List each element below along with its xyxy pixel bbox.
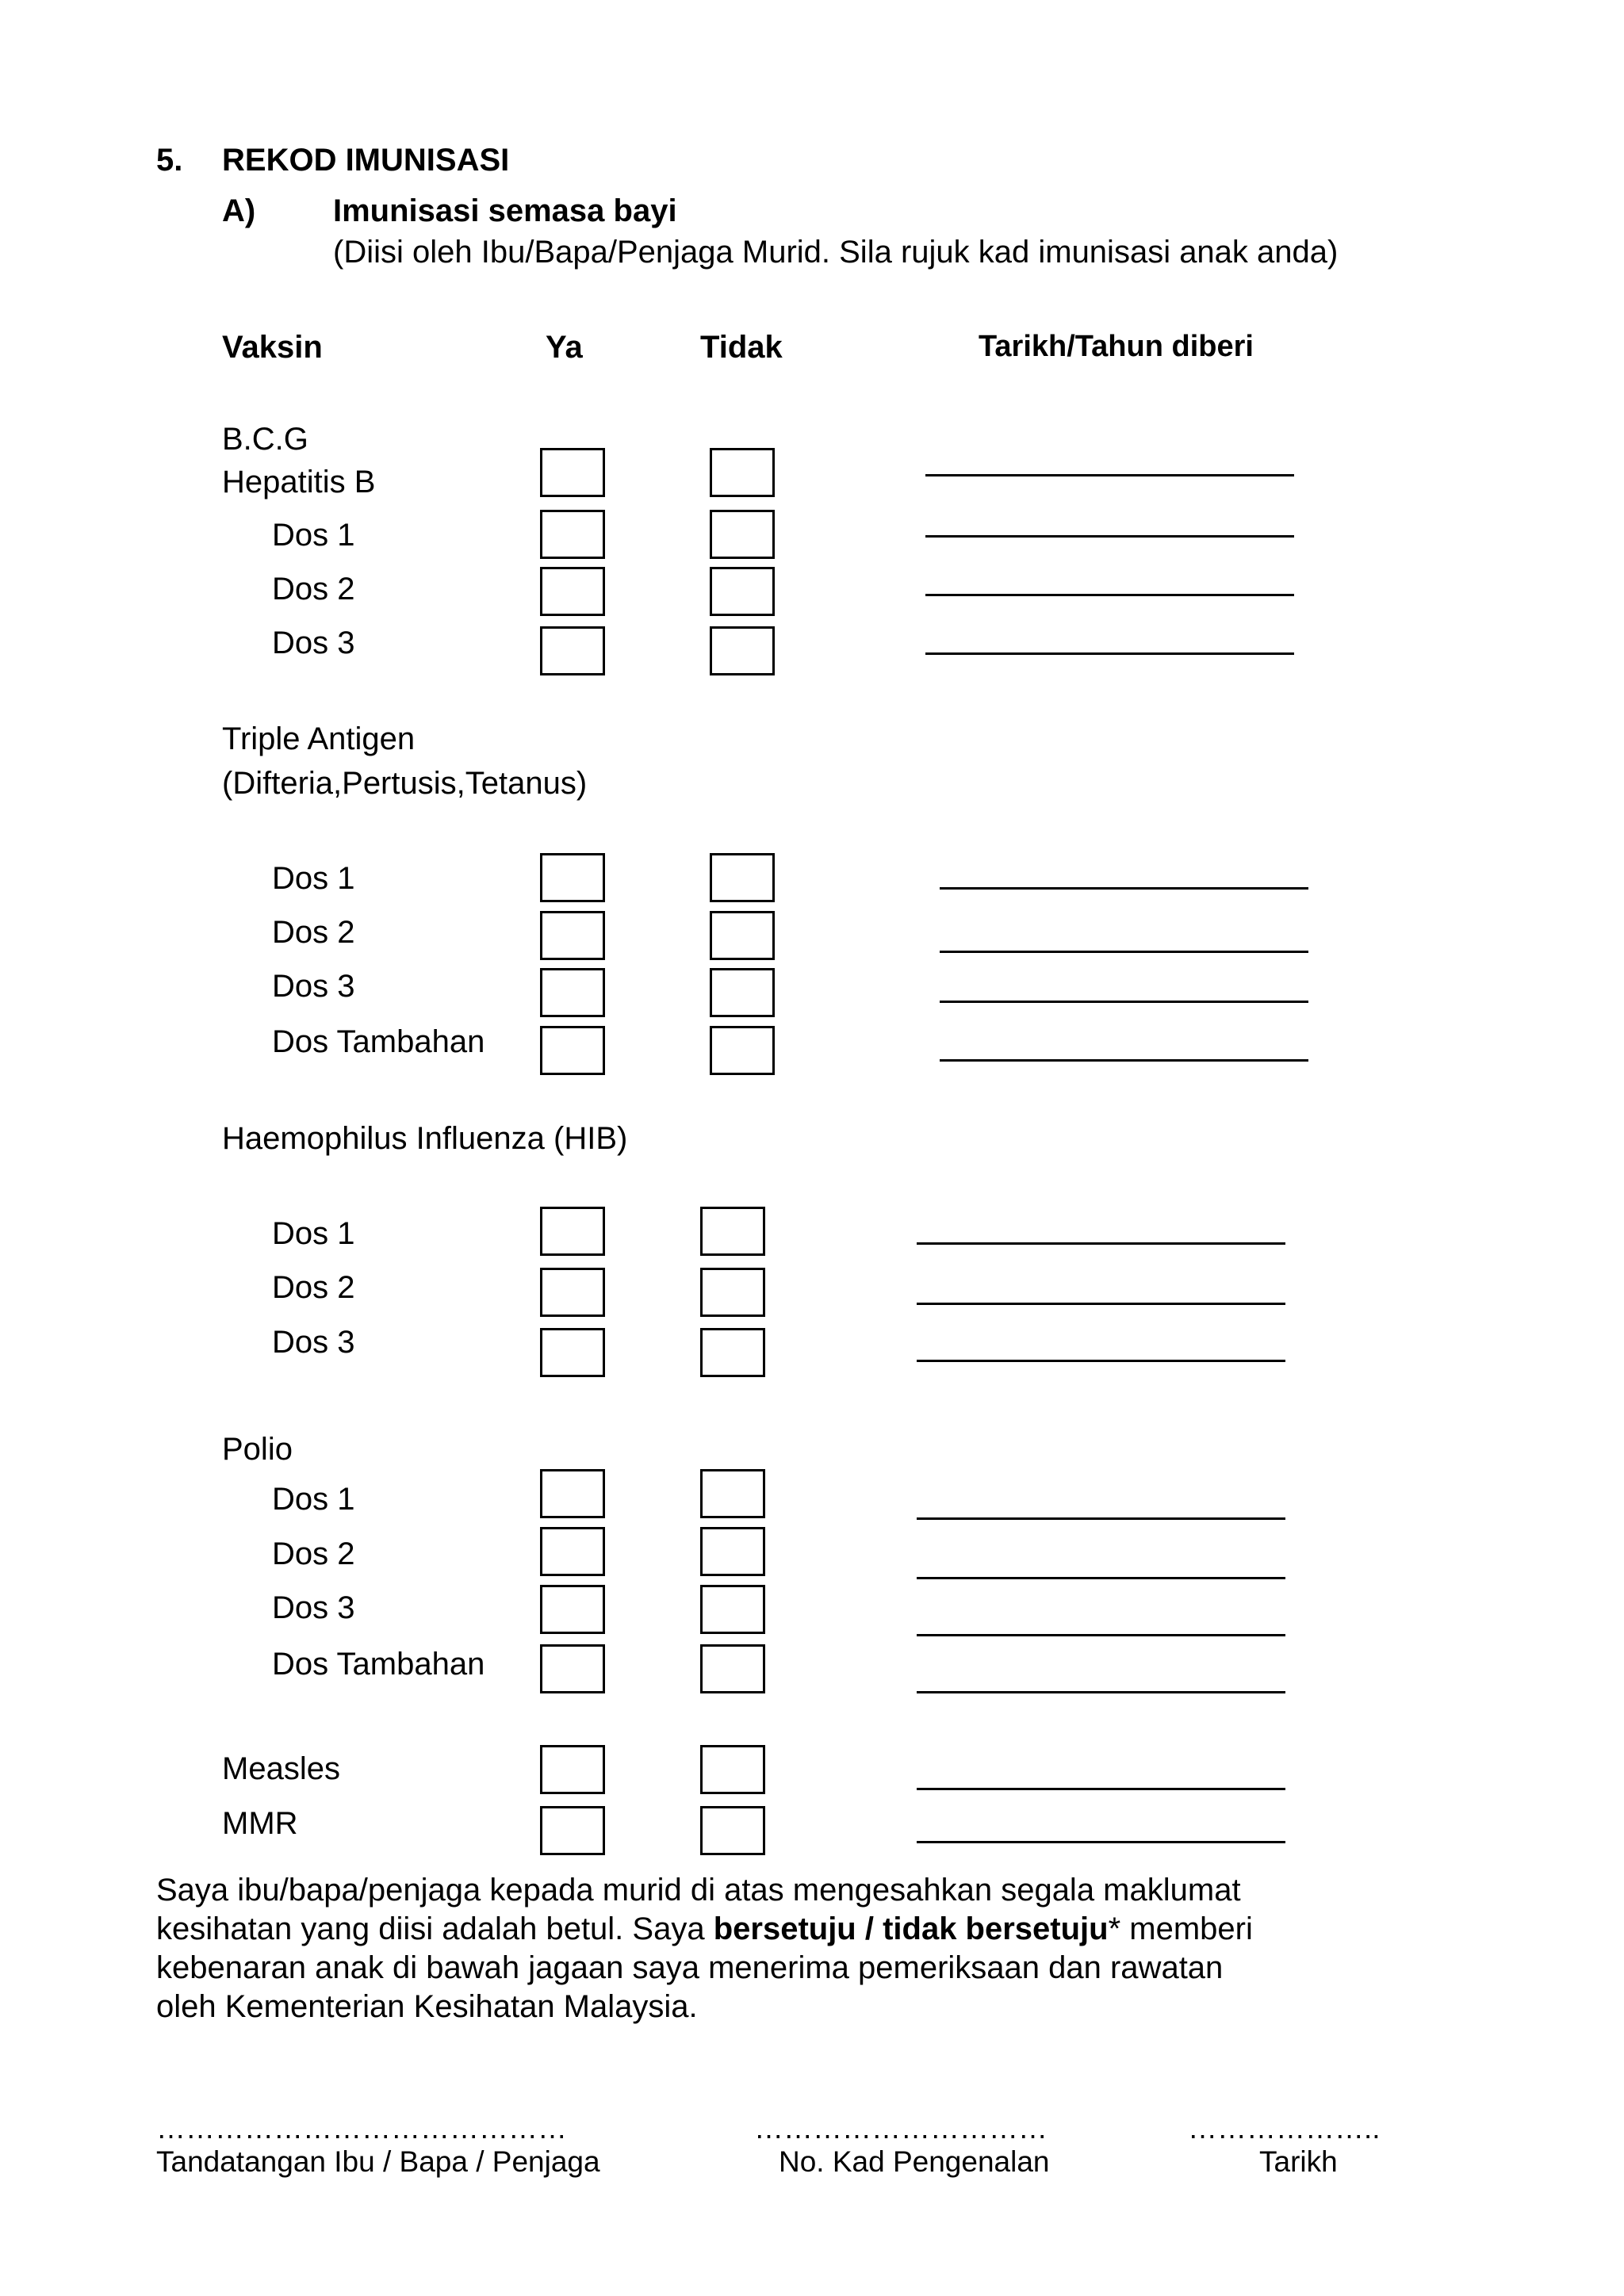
checkbox-tidak-hib-3[interactable] bbox=[700, 1328, 765, 1377]
checkbox-tidak-hepb-1[interactable] bbox=[710, 510, 775, 559]
checkbox-ya-polio-3[interactable] bbox=[540, 1585, 605, 1634]
header-tidak: Tidak bbox=[700, 330, 783, 365]
checkbox-ya-polio-2[interactable] bbox=[540, 1527, 605, 1576]
consent-paragraph bbox=[156, 1871, 1504, 2026]
checkbox-tidak-hepb-2[interactable] bbox=[710, 567, 775, 616]
checkbox-ya-mmr[interactable] bbox=[540, 1806, 605, 1855]
date-line-hib-1[interactable] bbox=[917, 1242, 1285, 1245]
triple-dose-1: Dos 1 bbox=[272, 861, 355, 896]
checkbox-tidak-measles[interactable] bbox=[700, 1745, 765, 1794]
consent-choice: bersetuju / tidak bersetuju bbox=[713, 1911, 1109, 1946]
checkbox-ya-polio-1[interactable] bbox=[540, 1469, 605, 1518]
date-line-hepb-3[interactable] bbox=[925, 652, 1294, 655]
subsection-title: Imunisasi semasa bayi bbox=[333, 193, 677, 228]
polio-dose-3: Dos 3 bbox=[272, 1590, 355, 1625]
vaccine-measles: Measles bbox=[222, 1751, 340, 1786]
date-line-polio-3[interactable] bbox=[917, 1634, 1285, 1636]
checkbox-tidak-polio-2[interactable] bbox=[700, 1527, 765, 1576]
polio-dose-1: Dos 1 bbox=[272, 1482, 355, 1517]
checkbox-tidak-polio-3[interactable] bbox=[700, 1585, 765, 1634]
section-number: 5. bbox=[156, 143, 183, 178]
vaccine-hepatitis-b: Hepatitis B bbox=[222, 465, 376, 499]
date-line-bcg[interactable] bbox=[925, 474, 1294, 476]
date-line-hepb-2[interactable] bbox=[925, 594, 1294, 596]
date-line-polio-2[interactable] bbox=[917, 1577, 1285, 1579]
checkbox-ya-hib-2[interactable] bbox=[540, 1268, 605, 1317]
instruction-text: (Diisi oleh Ibu/Bapa/Penjaga Murid. Sila rujuk kad imunisasi anak anda) bbox=[333, 235, 1339, 270]
date-line-triple-2[interactable] bbox=[940, 951, 1308, 953]
checkbox-tidak-triple-2[interactable] bbox=[710, 911, 775, 960]
subsection-letter: A) bbox=[222, 193, 256, 228]
date-dots[interactable]: ……………….. bbox=[1188, 2112, 1381, 2145]
hepb-dose-3: Dos 3 bbox=[272, 626, 355, 660]
checkbox-tidak-hib-1[interactable] bbox=[700, 1207, 765, 1256]
vaccine-triple-antigen-detail: (Difteria,Pertusis,Tetanus) bbox=[222, 766, 588, 801]
consent-line-4: oleh Kementerian Kesihatan Malaysia. bbox=[156, 1989, 698, 2024]
checkbox-ya-triple-3[interactable] bbox=[540, 968, 605, 1017]
polio-dose-2: Dos 2 bbox=[272, 1536, 355, 1571]
triple-dose-2: Dos 2 bbox=[272, 915, 355, 950]
hepb-dose-1: Dos 1 bbox=[272, 518, 355, 553]
vaccine-mmr: MMR bbox=[222, 1806, 298, 1841]
date-line-hib-3[interactable] bbox=[917, 1360, 1285, 1362]
consent-line-2-post: * memberi bbox=[1108, 1911, 1253, 1946]
checkbox-tidak-bcg[interactable] bbox=[710, 448, 775, 497]
polio-dose-tambahan: Dos Tambahan bbox=[272, 1647, 485, 1682]
checkbox-ya-hib-3[interactable] bbox=[540, 1328, 605, 1377]
date-line-hib-2[interactable] bbox=[917, 1303, 1285, 1305]
date-line-triple-3[interactable] bbox=[940, 1001, 1308, 1003]
date-line-triple-tambahan[interactable] bbox=[940, 1059, 1308, 1062]
signature-label: Tandatangan Ibu / Bapa / Penjaga bbox=[156, 2145, 600, 2178]
date-line-polio-tambahan[interactable] bbox=[917, 1691, 1285, 1693]
checkbox-tidak-triple-1[interactable] bbox=[710, 853, 775, 902]
date-line-mmr[interactable] bbox=[917, 1841, 1285, 1843]
checkbox-tidak-hib-2[interactable] bbox=[700, 1268, 765, 1317]
checkbox-ya-polio-tambahan[interactable] bbox=[540, 1644, 605, 1693]
header-vaksin: Vaksin bbox=[222, 330, 323, 365]
date-line-polio-1[interactable] bbox=[917, 1517, 1285, 1520]
vaccine-polio: Polio bbox=[222, 1432, 293, 1467]
consent-line-2 bbox=[156, 1910, 1504, 1949]
consent-line-2-pre: kesihatan yang diisi adalah betul. Saya bbox=[156, 1911, 714, 1946]
signature-dots[interactable]: …………………………………… bbox=[156, 2112, 567, 2145]
checkbox-tidak-polio-tambahan[interactable] bbox=[700, 1644, 765, 1693]
checkbox-ya-measles[interactable] bbox=[540, 1745, 605, 1794]
hib-dose-2: Dos 2 bbox=[272, 1270, 355, 1305]
checkbox-tidak-triple-tambahan[interactable] bbox=[710, 1026, 775, 1075]
checkbox-tidak-triple-3[interactable] bbox=[710, 968, 775, 1017]
checkbox-ya-triple-1[interactable] bbox=[540, 853, 605, 902]
checkbox-ya-hepb-3[interactable] bbox=[540, 626, 605, 675]
date-line-triple-1[interactable] bbox=[940, 887, 1308, 890]
date-line-hepb-1[interactable] bbox=[925, 535, 1294, 538]
checkbox-ya-bcg[interactable] bbox=[540, 448, 605, 497]
header-tarikh: Tarikh/Tahun diberi bbox=[979, 330, 1254, 363]
ic-number-label: No. Kad Pengenalan bbox=[779, 2145, 1050, 2178]
checkbox-ya-triple-2[interactable] bbox=[540, 911, 605, 960]
consent-line-3: kebenaran anak di bawah jagaan saya menerima pemeriksaan dan rawatan bbox=[156, 1950, 1224, 1985]
hib-dose-3: Dos 3 bbox=[272, 1325, 355, 1360]
vaccine-bcg: B.C.G bbox=[222, 422, 308, 457]
checkbox-tidak-polio-1[interactable] bbox=[700, 1469, 765, 1518]
hepb-dose-2: Dos 2 bbox=[272, 572, 355, 607]
vaccine-hib: Haemophilus Influenza (HIB) bbox=[222, 1121, 628, 1156]
triple-dose-tambahan: Dos Tambahan bbox=[272, 1024, 485, 1059]
checkbox-ya-hepb-2[interactable] bbox=[540, 567, 605, 616]
ic-number-dots[interactable]: ………………………… bbox=[754, 2112, 1048, 2145]
checkbox-ya-hib-1[interactable] bbox=[540, 1207, 605, 1256]
checkbox-ya-triple-tambahan[interactable] bbox=[540, 1026, 605, 1075]
section-title: REKOD IMUNISASI bbox=[222, 143, 510, 178]
date-label: Tarikh bbox=[1259, 2145, 1338, 2178]
consent-line-1: Saya ibu/bapa/penjaga kepada murid di atas mengesahkan segala maklumat bbox=[156, 1873, 1241, 1908]
checkbox-tidak-mmr[interactable] bbox=[700, 1806, 765, 1855]
checkbox-tidak-hepb-3[interactable] bbox=[710, 626, 775, 675]
checkbox-ya-hepb-1[interactable] bbox=[540, 510, 605, 559]
vaccine-triple-antigen: Triple Antigen bbox=[222, 721, 416, 756]
triple-dose-3: Dos 3 bbox=[272, 969, 355, 1004]
date-line-measles[interactable] bbox=[917, 1788, 1285, 1790]
hib-dose-1: Dos 1 bbox=[272, 1216, 355, 1251]
header-ya: Ya bbox=[546, 330, 583, 365]
